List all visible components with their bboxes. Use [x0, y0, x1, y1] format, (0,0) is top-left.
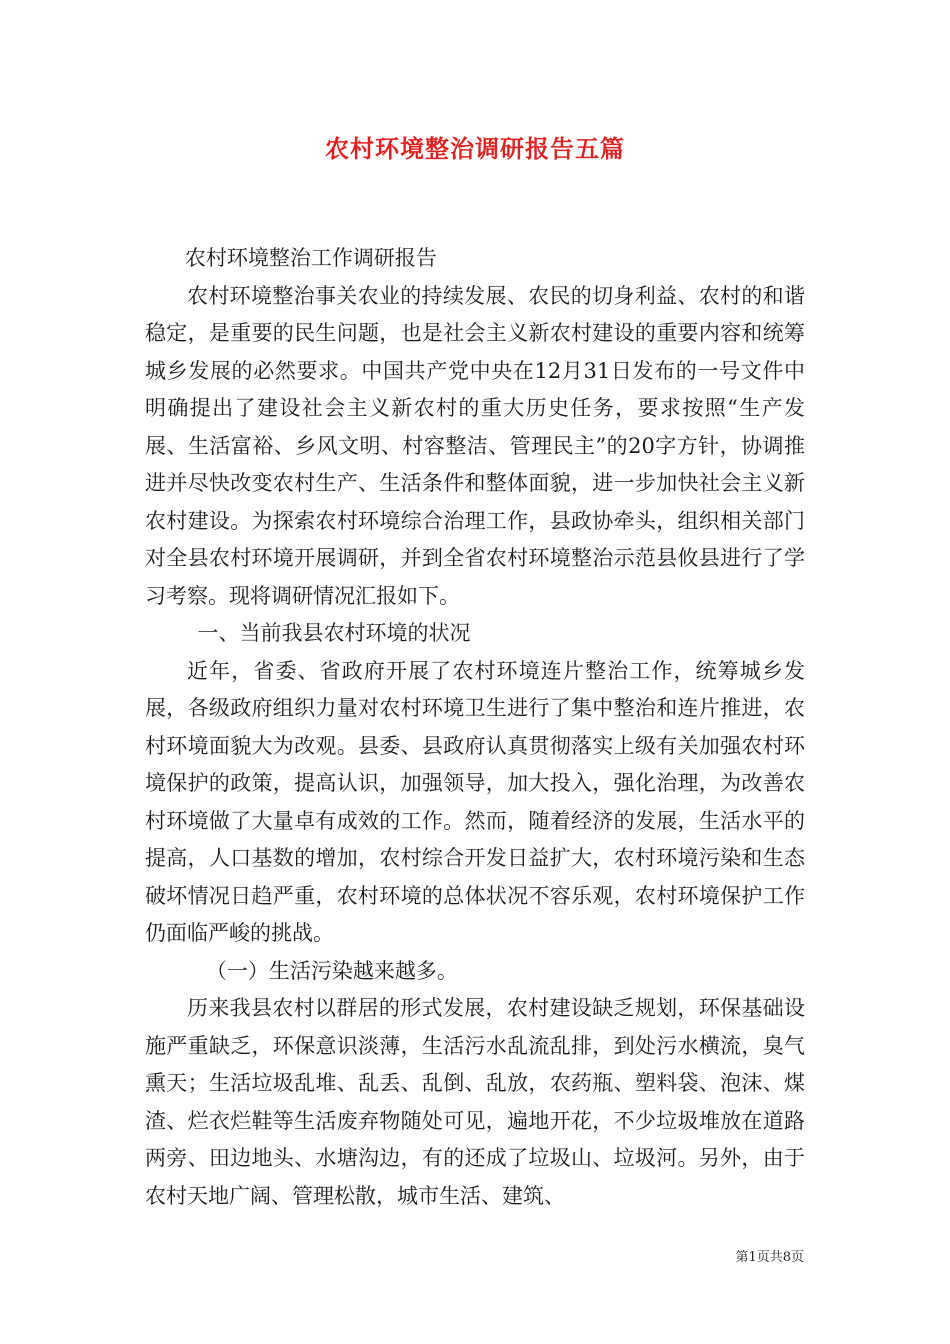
subsection-heading: （一）生活污染越来越多。	[205, 958, 458, 983]
section-paragraph: 近年，省委、省政府开展了农村环境连片整治工作，统筹城乡发展，各级政府组织力量对农村环境卫生进行了集中整治和连片推进，农村环境面貌大为改观。县委、县政府认真贯彻落实上级有关加强农村环境保护的政策，提高认识，加强领导，加大投入，强化治理，为改善农村环境做了大量卓有成效的工作。然而，随着经济的发展，生活水平的提高，人口基数的增加，农村综合开发日益扩大，农村环境污染和生态破坏情况日趋严重，农村环境的总体状况不容乐观，农村环境保护工作仍面临严峻的挑战。	[145, 658, 805, 945]
document-title: 农村环境整治调研报告五篇	[325, 134, 625, 163]
subsection-paragraph: 历来我县农村以群居的形式发展，农村建设缺乏规划，环保基础设施严重缺乏，环保意识淡薄，生活污水乱流乱排，到处污水横流，臭气熏天；生活垃圾乱堆、乱丢、乱倒、乱放，农药瓶、塑料袋、泡沫、煤渣、烂衣烂鞋等生活废弃物随处可见，遍地开花，不少垃圾堆放在道路两旁、田边地头、水塘沟边，有的还成了垃圾山、垃圾河。另外，由于农村天地广阔、管理松散，城市生活、建筑、	[145, 996, 805, 1208]
document-body	[145, 240, 805, 1215]
intro-paragraph: 农村环境整治事关农业的持续发展、农民的切身利益、农村的和谐稳定，是重要的民生问题，也是社会主义新农村建设的重要内容和统筹城乡发展的必然要求。中国共产党中央在12月31日发布的一号文件中明确提出了建设社会主义新农村的重大历史任务，要求按照“生产发展、生活富裕、乡风文明、村容整洁、管理民主”的20字方针，协调推进并尽快改变农村生产、生活条件和整体面貌，进一步加快社会主义新农村建设。为探索农村环境综合治理工作，县政协牵头，组织相关部门对全县农村环境开展调研，并到全省农村环境整治示范县攸县进行了学习考察。现将调研情况汇报如下。	[145, 283, 805, 608]
report-subtitle: 农村环境整治工作调研报告	[184, 246, 437, 270]
page-number: 第1页共8页	[735, 1250, 804, 1265]
section-heading: 一、当前我县农村环境的状况	[197, 621, 471, 645]
